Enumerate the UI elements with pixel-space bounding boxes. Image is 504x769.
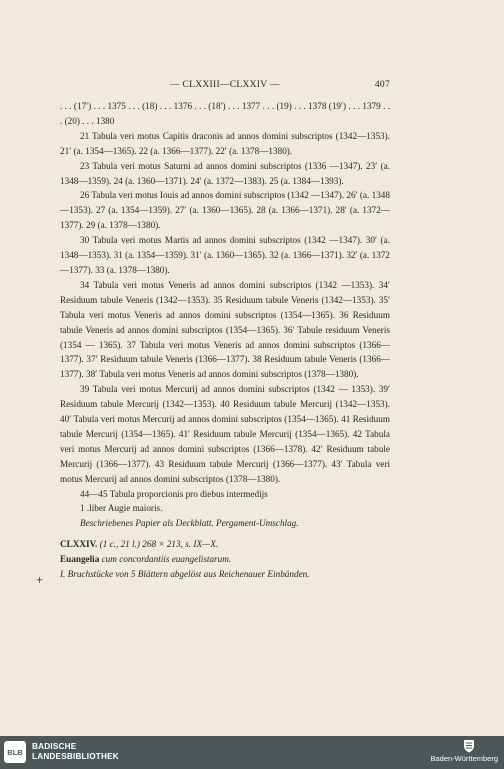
region-label: Baden-Württemberg bbox=[430, 754, 498, 763]
running-head-title: — CLXXIII—CLXXIV — bbox=[170, 80, 280, 90]
library-name-line2: LANDESBIBLIOTHEK bbox=[32, 752, 119, 761]
text-paragraph: 21 Tabula veri motus Capitis draconis ad annos domini subscriptos (1342—1353). 21′ (a. 1354—1365). 22 (a. 1366—1377). 22′ (a. 1378—1380). bbox=[60, 130, 390, 156]
entry-title-line bbox=[60, 552, 390, 567]
entry-heading-line bbox=[60, 537, 390, 552]
footer-bar bbox=[0, 736, 504, 769]
text-paragraph: 34 Tabula veri motus Veneris ad annos domini subscriptos (1342 —1353). 34′ Residuum tabule Veneris (1342—1353). 35 Residuum tabule Veneris (1342—1353). 35′ Tabula veri motus Veneris ad annos domini subscriptos (1354—1365). 36 Residuum tabule Veneris ad annos domini subscriptos (1354—1365). 36′ Tabule residuum Veneris (1354 — 1365). 37 Tabula veri motus Veneris ad annos domini subscriptos (1366—1377). 37′ Residuum tabule Veneris (1366—1377). 38 Residuum tabule Veneris (1366—1377). 38′ Tabula veri motus Veneris ad annos domini subscriptos (1378—1380). bbox=[60, 279, 390, 380]
text-paragraph: 30 Tabula veri motus Martis ad annos domini subscriptos (1342 —1347). 30′ (a. 1348—1353). 31 (a. 1354—1359). 31′ (a. 1360—1365). 32 (a. 1366—1371). 32′ (a. 1372—1377). 33 (a. 1378—1380). bbox=[60, 235, 390, 275]
library-name-line1: BADISCHE bbox=[32, 742, 77, 751]
text-line: . . . (17′) . . . 1375 . . . (18) . . . 1376 . . . (18′) . . . 1377 . . . (19) . . . 1378 (19′) . . . 1379 . . . (20) . . . 1380 bbox=[60, 101, 390, 126]
coat-of-arms-icon bbox=[462, 739, 476, 753]
text-paragraph: 44—45 Tabula proporcionis pro diebus intermedijs bbox=[80, 488, 268, 499]
entry-subtitle: cum concordantiis euangelistarum. bbox=[101, 554, 232, 565]
page-body bbox=[60, 99, 390, 582]
entry-note: I. Bruchstücke von 5 Blättern abgelöst aus Reichenauer Einbänden. bbox=[60, 569, 310, 580]
margin-plus-mark: + bbox=[36, 572, 44, 587]
page-number: 407 bbox=[374, 80, 390, 90]
running-head bbox=[60, 80, 390, 90]
entry-title: Euangelia bbox=[60, 554, 100, 565]
description-note: Beschriebenes Papier als Deckblatt. Pergament-Umschlag. bbox=[80, 518, 299, 529]
text-paragraph: 23 Tabula veri motus Saturni ad annos domini subscriptos (1336 —1347). 23′ (a. 1348—1359). 24 (a. 1360—1371). 24′ (a. 1372—1383). 25 (a. 1384—1393). bbox=[60, 160, 390, 186]
text-paragraph: 26 Tabula veri motus Iouis ad annos domini subscriptos (1342 —1347). 26′ (a. 1348—1353). 27 (a. 1354—1359). 27′ (a. 1360—1365). 28 (a. 1366—1371). 28′ (a. 1372—1377). 29 (a. 1378—1380). bbox=[60, 190, 390, 231]
text-paragraph: 1 .liber Augie maioris. bbox=[80, 503, 163, 514]
entry-number: CLXXIV. bbox=[60, 539, 98, 550]
blb-logo[interactable]: BLB bbox=[4, 741, 26, 763]
text-paragraph: 39 Tabula veri motus Mercurij ad annos domini subscriptos (1342 — 1353). 39′ Residuum tabule Mercurij (1342—1353). 40 Residuum tabule Mercurij (1342—1353). 40′ Tabula veri motus Mercurij ad annos domini subscriptos (1354—1365). 41 Residuum tabule Mercurij (1354—1365). 41′ Residuum tabule Mercurij (1354—1365). 42 Tabula veri motus Mercurij ad annos domini subscriptos (1366—1378). 42′ Residuum tabule Mercurij (1366—1377). 43 Residuum tabule Mercurij (1366—1377). 43′ Tabula veri motus Mercurij ad annos domini subscriptos (1378—1380). bbox=[60, 384, 390, 484]
library-name[interactable] bbox=[32, 742, 119, 762]
entry-meta: (1 c., 21 l.) 268 × 213, s. IX—X. bbox=[99, 539, 219, 550]
